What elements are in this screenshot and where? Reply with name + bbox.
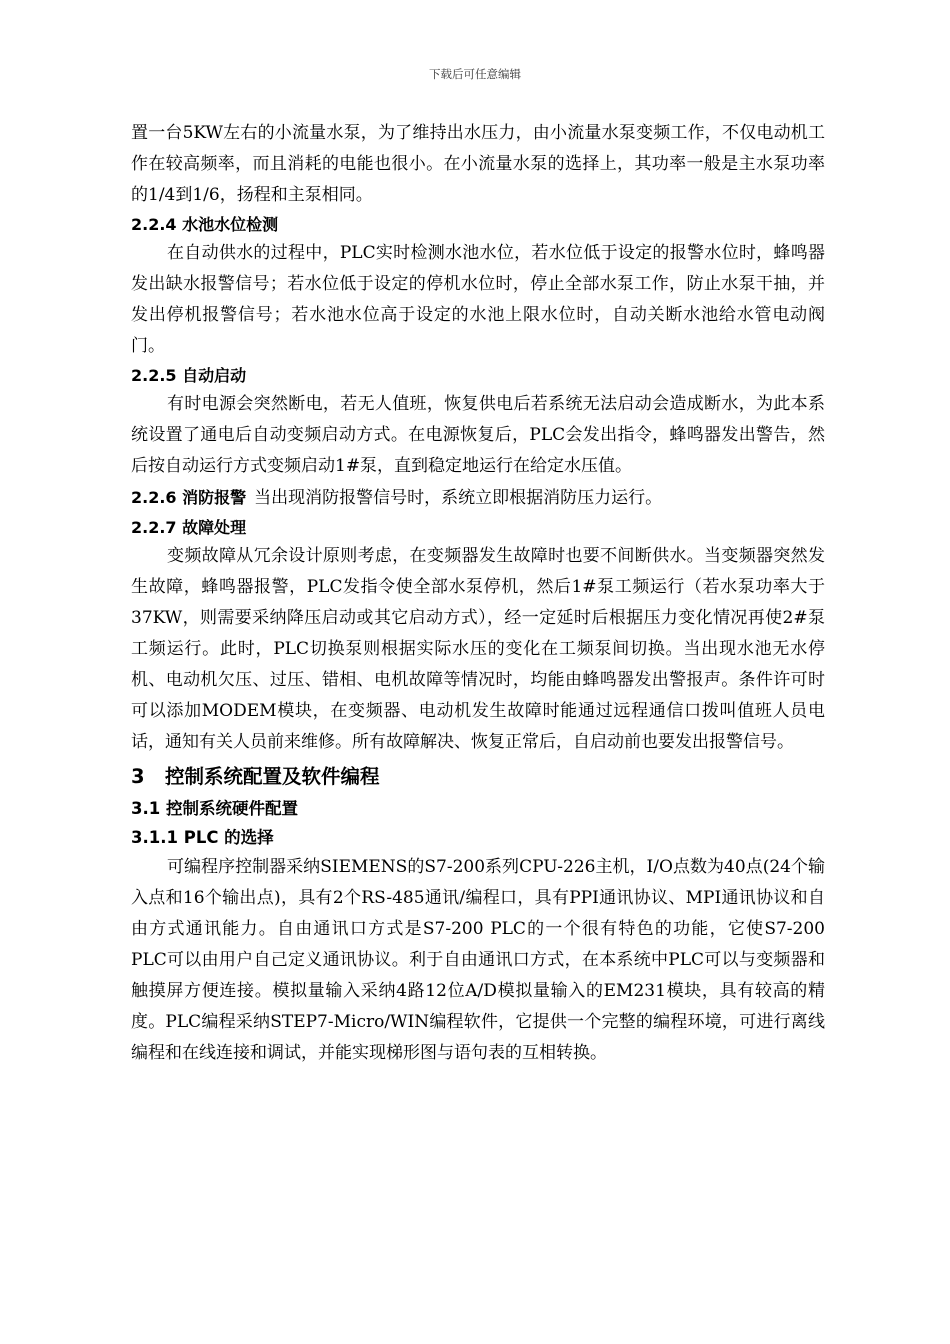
paragraph-intro: 置一台5KW左右的小流量水泵，为了维持出水压力，由小流量水泵变频工作，不仅电动机工作在较高频率，而且消耗的电能也很小。在小流量水泵的选择上，其功率一般是主水泵功率的1/4到1/6，扬程和主泵相同。 — [131, 123, 825, 205]
paragraph-2-2-5: 有时电源会突然断电，若无人值班，恢复供电后若系统无法启动会造成断水，为此本系统设置了通电后自动变频启动方式。在电源恢复后，PLC会发出指令，蜂鸣器发出警告，然后按自动运行方式变频启动1#泵，直到稳定地运行在给定水压值。 — [131, 394, 825, 476]
heading-chapter-3 — [131, 760, 825, 794]
page-header: 下载后可任意编辑 — [429, 67, 521, 81]
paragraph-2-2-6: 当出现消防报警信号时，系统立即根据消防压力运行。 — [254, 488, 663, 508]
heading-3-1: 3.1 控制系统硬件配置 — [131, 799, 298, 818]
paragraph-2-2-4: 在自动供水的过程中，PLC实时检测水池水位，若水位低于设定的报警水位时，蜂鸣器发出缺水报警信号；若水位低于设定的停机水位时，停止全部水泵工作，防止水泵干抽，并发出停机报警信号；若水池水位高于设定的水池上限水位时，自动关断水池给水管电动阀门。 — [131, 243, 825, 356]
heading-2-2-6: 2.2.6 消防报警 — [131, 488, 247, 507]
section-2-2-6 — [131, 482, 825, 514]
paragraph-3-1-1: 可编程序控制器采纳SIEMENS的S7-200系列CPU-226主机，I/O点数为40点(24个输入点和16个输出点)，具有2个RS-485通讯/编程口，具有PPI通讯协议、MPI通讯协议和自由方式通讯能力。自由通讯口方式是S7-200 PLC的一个很有特色的功能，它使S7-200 PLC可以由用户自己定义通讯协议。利于自由通讯口方式，在本系统中PLC可以与变频器和触摸屏方便连接。模拟量输入采纳4路12位A/D模拟量输入的EM231模块，具有较高的精度。PLC编程采纳STEP7-Micro/WIN编程软件，它提供一个完整的编程环境，可进行离线编程和在线连接和调试，并能实现梯形图与语句表的互相转换。 — [131, 857, 825, 1063]
paragraph-2-2-7: 变频故障从冗余设计原则考虑，在变频器发生故障时也要不间断供水。当变频器突然发生故障，蜂鸣器报警，PLC发指令使全部水泵停机，然后1#泵工频运行（若水泵功率大于37KW，则需要采纳降压启动或其它启动方式），经一定延时后根据压力变化情况再使2#泵工频运行。此时，PLC切换泵则根据实际水压的变化在工频泵间切换。当出现水池无水停机、电动机欠压、过压、错相、电机故障等情况时，均能由蜂鸣器发出警报声。条件许可时可以添加MODEM模块，在变频器、电动机发生故障时能通过远程通信口拨叫值班人员电话，通知有关人员前来维修。所有故障解决、恢复正常后，自启动前也要发出报警信号。 — [131, 546, 825, 752]
heading-2-2-5: 2.2.5 自动启动 — [131, 366, 247, 385]
document-body — [131, 118, 825, 1069]
chapter-title: 控制系统配置及软件编程 — [165, 765, 380, 788]
heading-3-1-1: 3.1.1 PLC 的选择 — [131, 828, 274, 847]
chapter-number: 3 — [131, 765, 145, 788]
heading-2-2-7: 2.2.7 故障处理 — [131, 518, 247, 537]
heading-2-2-4: 2.2.4 水池水位检测 — [131, 215, 279, 234]
